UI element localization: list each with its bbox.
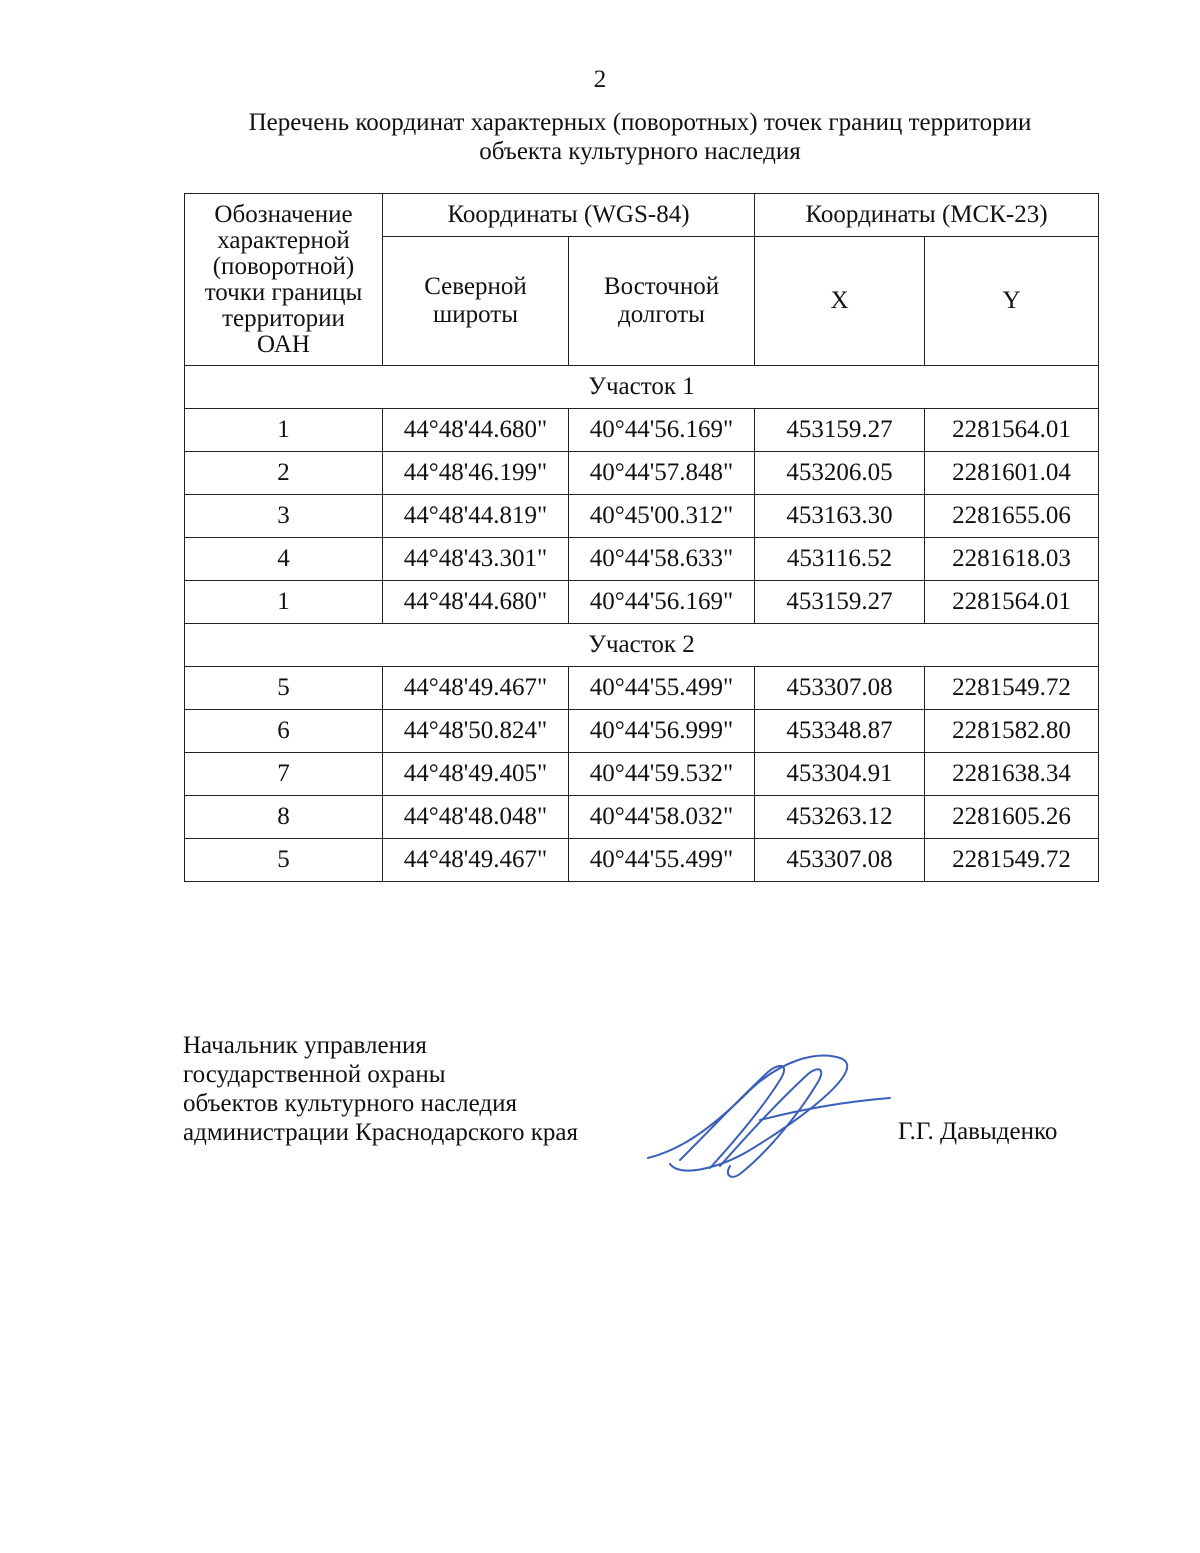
table-row: [185, 495, 1099, 538]
handwritten-signature: [640, 1050, 900, 1180]
header-msk23: Координаты (МСК-23): [755, 194, 1099, 237]
cell-east: 40°45'00.312": [569, 495, 755, 538]
cell-x: 453116.52: [755, 538, 925, 581]
cell-north: 44°48'49.467": [383, 839, 569, 882]
cell-x: 453163.30: [755, 495, 925, 538]
header-north-line: широты: [432, 301, 519, 328]
section-label: Участок 2: [185, 624, 1099, 667]
cell-point: 3: [185, 495, 383, 538]
cell-north: 44°48'49.405": [383, 753, 569, 796]
cell-east: 40°44'59.532": [569, 753, 755, 796]
cell-north: 44°48'44.680": [383, 409, 569, 452]
cell-east: 40°44'56.999": [569, 710, 755, 753]
cell-point: 2: [185, 452, 383, 495]
signature-stroke: [648, 1056, 847, 1171]
cell-point: 8: [185, 796, 383, 839]
cell-x: 453159.27: [755, 409, 925, 452]
cell-north: 44°48'46.199": [383, 452, 569, 495]
header-north-line: Северной: [424, 273, 527, 300]
header-point-line: характерной: [217, 226, 350, 254]
cell-north: 44°48'44.680": [383, 581, 569, 624]
signer-name: Г.Г. Давыденко: [898, 1118, 1058, 1145]
cell-north: 44°48'50.824": [383, 710, 569, 753]
table-row: [185, 538, 1099, 581]
cell-y: 2281618.03: [925, 538, 1099, 581]
title-line-2: объекта культурного наследия: [479, 138, 801, 165]
cell-point: 7: [185, 753, 383, 796]
cell-east: 40°44'58.633": [569, 538, 755, 581]
signature-stroke: [720, 1069, 821, 1176]
cell-point: 5: [185, 667, 383, 710]
cell-x: 453348.87: [755, 710, 925, 753]
header-wgs84: Координаты (WGS-84): [383, 194, 755, 237]
header-east-line: Восточной: [603, 273, 720, 300]
cell-north: 44°48'48.048": [383, 796, 569, 839]
header-point-line: территории: [222, 304, 345, 332]
cell-x: 453263.12: [755, 796, 925, 839]
cell-point: 6: [185, 710, 383, 753]
section-label: Участок 1: [185, 366, 1099, 409]
header-point-line: Обозначение: [214, 200, 353, 228]
coordinates-table: [184, 193, 1099, 882]
cell-north: 44°48'49.467": [383, 667, 569, 710]
cell-east: 40°44'58.032": [569, 796, 755, 839]
header-point-designation: [185, 194, 383, 366]
header-y: Y: [925, 237, 1099, 366]
table-row: [185, 710, 1099, 753]
cell-east: 40°44'56.169": [569, 409, 755, 452]
cell-point: 5: [185, 839, 383, 882]
header-east-line: долготы: [618, 301, 705, 328]
cell-y: 2281601.04: [925, 452, 1099, 495]
position-line: объектов культурного наследия: [183, 1090, 517, 1117]
table-row: [185, 581, 1099, 624]
cell-point: 1: [185, 581, 383, 624]
title-line-1: Перечень координат характерных (поворотных) точек границ территории: [248, 109, 1032, 136]
position-line: администрации Краснодарского края: [183, 1119, 579, 1146]
cell-y: 2281582.80: [925, 710, 1099, 753]
cell-x: 453307.08: [755, 667, 925, 710]
header-x: X: [755, 237, 925, 366]
table-row: [185, 839, 1099, 882]
cell-point: 1: [185, 409, 383, 452]
position-line: государственной охраны: [183, 1061, 446, 1088]
position-line: Начальник управления: [183, 1032, 427, 1059]
cell-y: 2281605.26: [925, 796, 1099, 839]
page-number: 2: [593, 66, 607, 93]
cell-north: 44°48'44.819": [383, 495, 569, 538]
signer-position: [183, 1031, 578, 1147]
cell-east: 40°44'55.499": [569, 839, 755, 882]
cell-y: 2281549.72: [925, 839, 1099, 882]
cell-x: 453304.91: [755, 753, 925, 796]
header-north-latitude: [383, 237, 569, 366]
cell-x: 453206.05: [755, 452, 925, 495]
cell-east: 40°44'57.848": [569, 452, 755, 495]
cell-y: 2281549.72: [925, 667, 1099, 710]
cell-y: 2281564.01: [925, 581, 1099, 624]
table-row: [185, 409, 1099, 452]
header-point-line: (поворотной): [212, 252, 355, 280]
cell-point: 4: [185, 538, 383, 581]
table-row: [185, 753, 1099, 796]
header-east-longitude: [569, 237, 755, 366]
cell-north: 44°48'43.301": [383, 538, 569, 581]
cell-y: 2281564.01: [925, 409, 1099, 452]
table-row: [185, 452, 1099, 495]
table-row: [185, 667, 1099, 710]
table-row: [185, 796, 1099, 839]
header-point-line: точки границы: [204, 278, 363, 306]
cell-y: 2281638.34: [925, 753, 1099, 796]
cell-x: 453307.08: [755, 839, 925, 882]
cell-x: 453159.27: [755, 581, 925, 624]
cell-east: 40°44'56.169": [569, 581, 755, 624]
header-point-line: ОАН: [257, 330, 310, 358]
cell-y: 2281655.06: [925, 495, 1099, 538]
cell-east: 40°44'55.499": [569, 667, 755, 710]
document-title: [140, 108, 1140, 166]
